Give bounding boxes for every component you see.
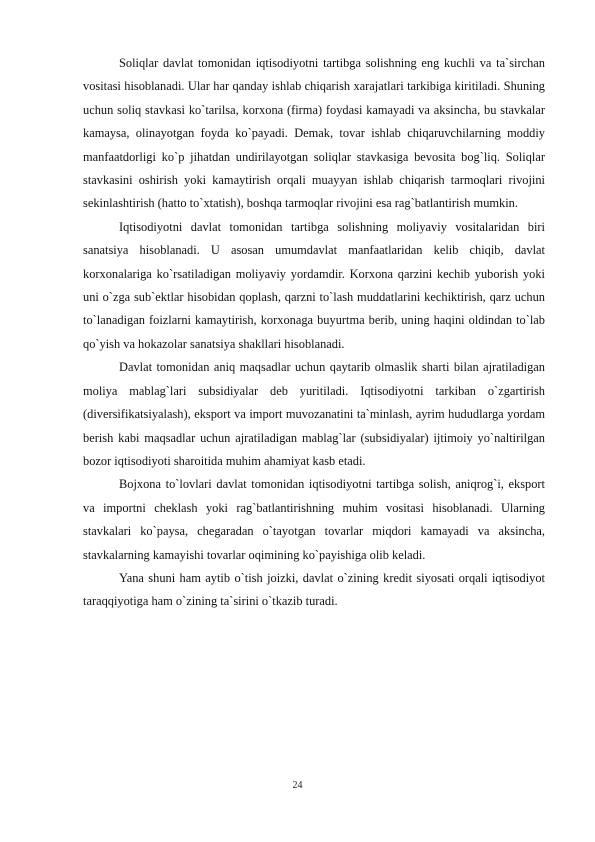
- page-number: 24: [292, 780, 303, 791]
- paragraph-sanation: Iqtisodiyotni davlat tomonidan tartibga solishning moliyaviy vositalaridan biri sanatsiya hisoblanadi. U asosan umumdavlat manfaatlaridan kelib chiqib, davlat korxonalariga ko`rsatiladigan moliyaviy yordamdir. Korxona qarzini kechib yuborish yoki uni o`zga sub`ektlar hisobidan qoplash, qarzni to`lash muddatlarini kechiktirish, qarz uchun to`lanadigan foizlarni kamaytirish, korxonaga buyurtma berib, uning haqini oldindan to`lab qo`yish va hokazolar sanatsiya shakllari hisoblanadi.: [83, 219, 545, 351]
- paragraph-subsidies: Davlat tomonidan aniq maqsadlar uchun qaytarib olmaslik sharti bilan ajratiladigan moliya mablag`lari subsidiyalar deb yuritiladi. Iqtisodiyotni tarkiban o`zgartirish (diversifikatsiyalash), eksport va import muvozanatini ta`minlash, ayrim hududlarga yordam berish kabi maqsadlar uchun ajratiladigan mablag`lar (subsidiyalar) ijtimoiy yo`naltirilgan bozor iqtisodiyoti sharoitida muhim ahamiyat kasb etadi.: [83, 360, 545, 468]
- paragraph-customs-payments: Bojxona to`lovlari davlat tomonidan iqtisodiyotni tartibga solish, aniqrog`i, eksport va importni cheklash yoki rag`batlantirishning muhim vositasi hisoblanadi. Ularning stavkalari ko`paysa, chegaradan o`tayotgan tovarlar miqdori kamayadi va aksincha, stavkalarning kamayishi tovarlar oqimining ko`payishiga olib keladi.: [83, 477, 545, 562]
- document-body: [83, 52, 545, 614]
- paragraph-taxes: Soliqlar davlat tomonidan iqtisodiyotni tartibga solishning eng kuchli va ta`sirchan vositasi hisoblanadi. Ular har qanday ishlab chiqarish xarajatlari tarkibiga kiritiladi. Shuning uchun soliq stavkasi ko`tarilsa, korxona (firma) foydasi kamayadi va aksincha, bu stavkalar kamaysa, olinayotgan foyda ko`payadi. Demak, tovar ishlab chiqaruvchilarning moddiy manfaatdorligi ko`p jihatdan undirilayotgan soliqlar stavkasiga bevosita bog`liq. Soliqlar stavkasini oshirish yoki kamaytirish orqali muayyan ishlab chiqarish tarmoqlari rivojini sekinlashtirish (hatto to`xtatish), boshqa tarmoqlar rivojini esa rag`batlantirish mumkin.: [83, 56, 545, 211]
- paragraph-credit-policy: Yana shuni ham aytib o`tish joizki, davlat o`zining kredit siyosati orqali iqtisodiyot taraqqiyotiga ham o`zining ta`sirini o`tkazib turadi.: [83, 570, 545, 609]
